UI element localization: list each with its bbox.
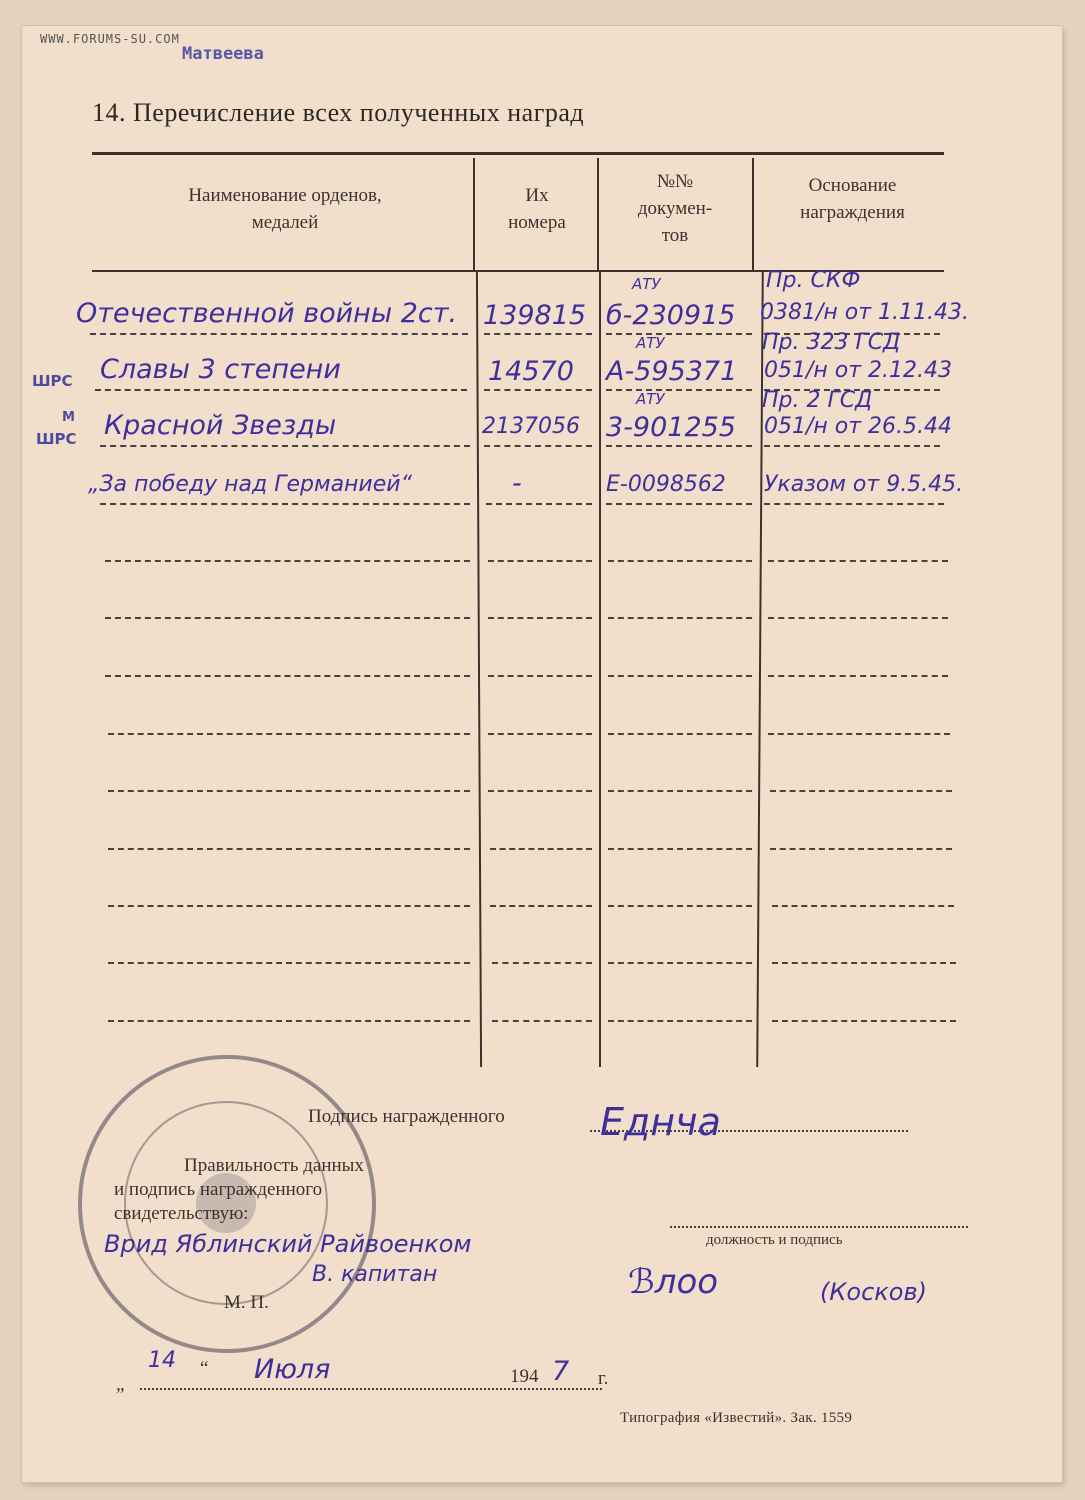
verification-line-3: свидетельствую: xyxy=(114,1203,249,1224)
column-divider-2 xyxy=(597,158,599,270)
basis-cell: 051/н от 26.5.44 xyxy=(764,414,953,439)
signature-label: Подпись награжденного xyxy=(308,1106,505,1127)
row-rule xyxy=(108,1020,470,1022)
column-divider-2-body xyxy=(599,272,601,1067)
award-number-cell: 139815 xyxy=(483,300,587,331)
row-rule xyxy=(488,733,592,735)
date-year-handwritten: 7 xyxy=(552,1356,570,1387)
award-number-cell: 2137056 xyxy=(482,414,580,439)
row-rule xyxy=(488,560,592,562)
signer-name: (Косков) xyxy=(820,1278,927,1306)
row-rule xyxy=(764,445,940,447)
row-rule xyxy=(770,848,952,850)
column-divider-3 xyxy=(752,158,754,270)
stamp-place-label: М. П. xyxy=(224,1292,269,1313)
header-award-name-line1: Наименование орденов, xyxy=(188,185,382,206)
row-rule xyxy=(105,675,470,677)
row-rule xyxy=(608,1020,752,1022)
row-rule xyxy=(768,733,950,735)
row-rule xyxy=(606,445,752,447)
column-divider-1 xyxy=(473,158,475,270)
row-rule xyxy=(488,675,592,677)
row-rule xyxy=(108,905,470,907)
row-rule xyxy=(484,445,592,447)
forum-watermark: WWW.FORUMS-SU.COM xyxy=(40,32,180,46)
basis-order-cell: Пр. 323 ГСД xyxy=(762,330,901,355)
basis-cell: 051/н от 2.12.43 xyxy=(764,358,953,383)
header-basis xyxy=(760,172,945,226)
header-basis-line2: награждения xyxy=(800,202,905,223)
award-number-cell: - xyxy=(512,468,522,499)
basis-order-cell: Пр. СКФ xyxy=(766,268,861,293)
header-award-name-line2: медалей xyxy=(251,212,319,233)
row-rule xyxy=(90,333,468,335)
header-award-name xyxy=(120,182,450,236)
row-rule xyxy=(484,389,592,391)
doc-number-cell: б-230915 xyxy=(606,300,736,331)
margin-stamp: ШРС xyxy=(36,430,77,448)
table-top-rule xyxy=(92,152,944,155)
recipient-signature: Еднча xyxy=(600,1100,721,1144)
award-name-cell: Отечественной войны 2ст. xyxy=(76,298,458,329)
date-month: Июля xyxy=(254,1354,331,1385)
basis-cell: 0381/н от 1.11.43. xyxy=(760,300,970,325)
row-rule xyxy=(606,333,752,335)
verification-text xyxy=(112,1154,364,1226)
doc-series-cell: АТУ xyxy=(636,390,665,408)
row-rule xyxy=(608,733,752,735)
verification-line-1: Правильность данных xyxy=(184,1155,364,1176)
award-number-cell: 14570 xyxy=(488,356,574,387)
date-open-quote: „ xyxy=(116,1374,125,1395)
row-rule xyxy=(105,560,470,562)
official-signature: ℬлоо xyxy=(628,1262,719,1302)
position-line xyxy=(670,1226,968,1228)
row-rule xyxy=(764,503,944,505)
doc-number-cell: А-595371 xyxy=(606,356,738,387)
row-rule xyxy=(608,675,752,677)
date-year-printed: 194 xyxy=(510,1366,539,1387)
doc-series-cell: АТУ xyxy=(632,275,661,293)
doc-series-cell: АТУ xyxy=(636,334,665,352)
header-documents xyxy=(600,168,750,249)
row-rule xyxy=(100,445,470,447)
row-rule xyxy=(488,790,592,792)
row-rule xyxy=(108,790,470,792)
commissar-title: Врид Яблинский Райвоенком xyxy=(104,1230,472,1258)
doc-number-cell: Е-0098562 xyxy=(606,472,726,497)
printer-imprint: Типография «Известий». Зак. 1559 xyxy=(620,1410,853,1426)
commissar-rank: В. капитан xyxy=(312,1262,438,1287)
row-rule xyxy=(768,675,948,677)
date-close-quote: “ xyxy=(200,1358,209,1379)
row-rule xyxy=(488,617,592,619)
row-rule xyxy=(606,503,752,505)
row-rule xyxy=(770,790,952,792)
row-rule xyxy=(95,389,467,391)
row-rule xyxy=(105,617,470,619)
row-rule xyxy=(490,848,592,850)
row-rule xyxy=(108,962,470,964)
verification-line-2: и подпись награжденного xyxy=(114,1179,323,1200)
row-rule xyxy=(100,503,470,505)
header-numbers xyxy=(478,182,596,236)
row-rule xyxy=(772,1020,956,1022)
basis-order-cell: Пр. 2 ГСД xyxy=(762,388,873,413)
date-suffix: г. xyxy=(598,1368,609,1389)
row-rule xyxy=(492,1020,592,1022)
row-rule xyxy=(606,389,752,391)
row-rule xyxy=(484,333,592,335)
date-line xyxy=(140,1388,602,1390)
row-rule xyxy=(608,962,752,964)
section-title: 14. Перечисление всех полученных наград xyxy=(92,98,585,127)
row-rule xyxy=(608,560,752,562)
header-documents-line2: докумен- xyxy=(637,198,713,219)
row-rule xyxy=(486,503,592,505)
row-rule xyxy=(608,905,752,907)
row-rule xyxy=(490,905,592,907)
row-rule xyxy=(768,560,948,562)
award-name-cell: „За победу над Германией“ xyxy=(88,472,412,497)
award-name-cell: Славы 3 степени xyxy=(100,354,341,385)
row-rule xyxy=(768,617,948,619)
margin-stamp: М xyxy=(62,410,75,425)
row-rule xyxy=(772,962,956,964)
row-rule xyxy=(108,848,470,850)
date-day: 14 xyxy=(148,1348,176,1373)
header-numbers-line2: номера xyxy=(508,212,566,233)
row-rule xyxy=(108,733,470,735)
row-rule xyxy=(608,848,752,850)
name-stamp: Матвеева xyxy=(182,44,264,64)
header-documents-line3: тов xyxy=(661,225,689,246)
row-rule xyxy=(772,905,954,907)
doc-number-cell: 3-901255 xyxy=(606,412,736,443)
header-basis-line1: Основание xyxy=(808,175,897,196)
row-rule xyxy=(608,617,752,619)
header-documents-line1: №№ xyxy=(656,171,694,192)
row-rule xyxy=(608,790,752,792)
award-name-cell: Красной Звезды xyxy=(104,410,337,441)
position-label: должность и подпись xyxy=(706,1232,843,1248)
header-numbers-line1: Их xyxy=(525,185,549,206)
row-rule xyxy=(492,962,592,964)
basis-cell: Указом от 9.5.45. xyxy=(764,472,964,497)
margin-stamp: ШРС xyxy=(32,372,73,390)
